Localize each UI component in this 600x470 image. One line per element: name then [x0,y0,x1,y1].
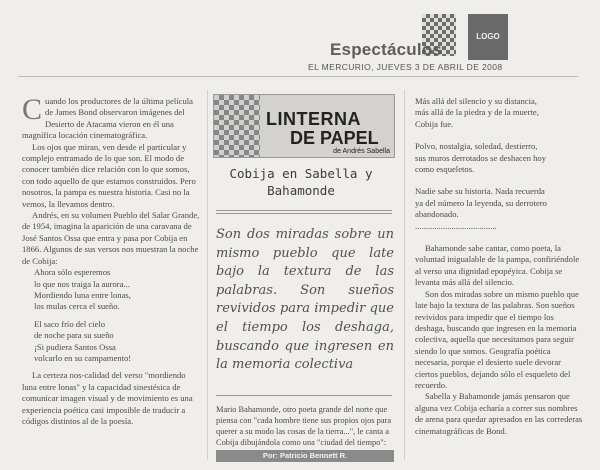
verse-line: Nadie sabe su historia. Nada recuerda [415,186,545,197]
verse-line: lo que nos traiga la aurora... [34,278,130,289]
author-byline: Por: Patricio Bennett R. [216,450,394,462]
quote-divider [216,395,392,398]
verse-line: Polvo, nostalgia, soledad, destierro, [415,141,538,152]
body-paragraph: La certeza nos-calidad del verso "mordiendo luna entre lonas" y la capacidad sinestésica de comunicar imagen visual y de movimiento es una experiencia poética casi imposible de traducir a códigos distintos al de la poesía. [22,370,193,426]
section-title: Espectáculos [330,40,443,59]
banner-title-line2: DE PAPEL [290,128,379,148]
verse-line: los mulas cerca el sueño. [34,301,120,312]
verse-line: Más allá del silencio y su distancia, [415,96,537,106]
header-rule [18,76,578,77]
column-left [22,93,202,427]
column-right [415,96,583,437]
body-paragraph: Son dos miradas sobre un mismo pueblo que late bajo la textura de las palabras. Son sueños revividos para impedir que el tiempo los deshaga, buscando que ingresen en la memoria colectiva, aquella que necesitamos para seguir siendo lo que somos. Geografía poética necesaria, porque el desierto suele devorar ciertos pueblos, dejando sólo el esqueleto del recuerdo. [415,288,579,390]
section-logo-icon: LOGO [468,14,508,60]
verse-line: ¡Si pudiera Santos Ossa [34,341,116,352]
verse-line: volcarlo en su campamento! [34,352,132,363]
dotted-separator: ...................................... [415,220,497,231]
verse-line: de noche para su sueño [34,330,114,341]
body-paragraph: Andrés, en su volumen Pueblo del Salar Grande, de 1954, imagina la aparición de una caravana de José Santos Ossa que entra y pasa por Cobija en 1866. Algunos de sus versos nos muestran la noche de Cobija: [22,210,200,266]
headline-divider [216,210,392,214]
verse-line: más allá de la piedra y de la muerte, [415,107,539,118]
verse-line: abandonado. [415,209,459,220]
body-paragraph: Los ojos que miran, ven desde el particular y complejo entramado de lo que son. El modo de conocer también dice relación con lo que somos, con todo aquello de que estamos construidos. Pero nosotros, la pampa es nuestra historia. Casi no la vemos, la llevamos dentro. [22,141,196,209]
body-paragraph: Bahamonde sabe cantar, como poeta, la voluntad inigualable de la pampa, confiriéndole al verso una dignidad epopéyica. Cobija se levanta más allá del silencio. [415,243,580,288]
verse-line: como esqueletos. [415,164,475,175]
drop-cap: C [22,93,43,126]
verse-line: Mordiendo luna entre lonas, [34,289,131,300]
verse-line: Cobija fue. [415,118,454,129]
column-banner [213,94,395,158]
column-divider [404,90,405,460]
column-divider [207,90,208,460]
dateline: EL MERCURIO, JUEVES 3 DE ABRIL DE 2008 [308,62,503,72]
verse-line: sus muros derrotados se deshacen hoy [415,152,547,163]
body-paragraph: Sabella y Bahamonde jamás pensaron que alguna vez Cobija echaría a correr sus nombres de arena para quedar apresados en las correderas cinematográficas de Bond. [415,391,583,436]
banner-author: de Andrés Sabella [333,148,390,155]
opening-paragraph: Cuando los productores de la última película de James Bond observaron imágenes del Desierto de Atacama vieron en él una magnífica locación cinematográfica. [22,93,193,141]
banner-title-line1: LINTERNA [266,109,361,129]
center-paragraph: Mario Bahamonde, otro poeta grande del norte que piensa con "cada hombre tiene sus propios ojos para querer a su modo las cosas de la tierra...", le canta a Cobija dibujándola como una "ciudad del tiempo": [216,405,392,447]
banner-ornament-icon [214,95,260,157]
article-headline: Cobija en Sabella y Bahamonde [229,166,373,198]
verse-line: El saco frío del cielo [34,318,106,329]
verse-line: ya del número la leyenda, su derrotero [415,197,547,208]
verse-line: Ahora sólo esperemos [34,267,111,278]
pull-quote: Son dos miradas sobre un mismo pueblo que late bajo la textura de las palabras. Son sueños revividos para impedir que el tiempo los deshaga, buscando que ingresen en la memoria colectiva [216,227,394,373]
